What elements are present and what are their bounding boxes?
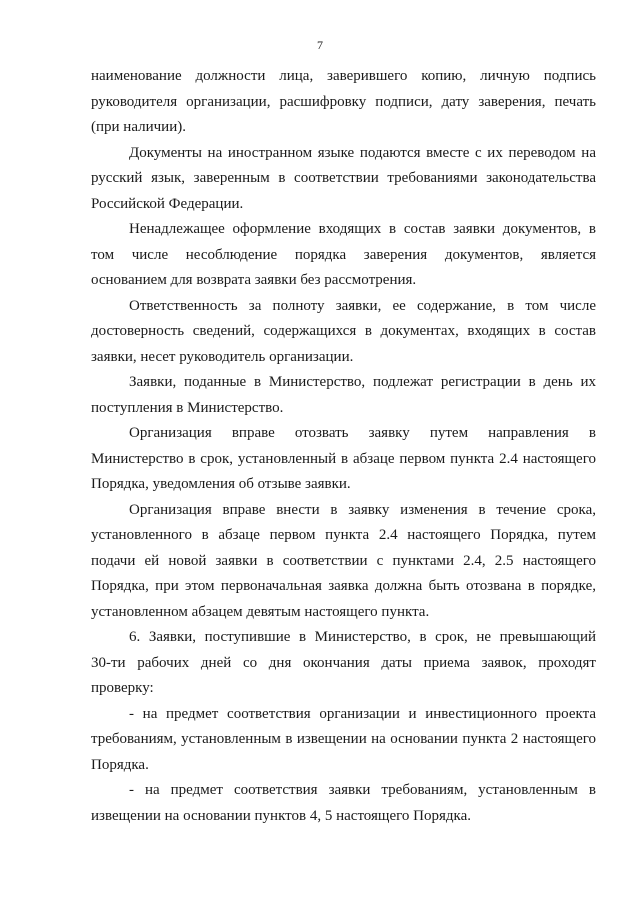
text-line: Ответственность за полноту заявки, ее содержание, в том числе [129,297,596,314]
paragraph [91,498,596,626]
document-body [91,64,596,829]
text-line: извещении на основании пунктов 4, 5 настоящего Порядка. [91,807,471,824]
paragraph [91,141,596,218]
text-line: Порядка. [91,756,149,773]
paragraph [91,702,596,779]
text-line: Документы на иностранном языке подаются вместе с их переводом на [129,144,596,161]
text-line: поступления в Министерство. [91,399,284,416]
text-line: Ненадлежащее оформление входящих в состав заявки документов, в [129,221,596,237]
text-line: - на предмет соответствия организации и инвестиционного проекта [129,705,596,722]
text-line: установленного в абзаце первом пункта 2.4 настоящего Порядка, путем [91,527,596,543]
paragraph [91,294,596,371]
text-line: заявки, несет руководитель организации. [91,348,354,365]
text-line: установленном абзацем девятым настоящего пункта. [91,603,430,620]
text-line: основанием для возврата заявки без рассмотрения. [91,272,417,288]
text-line: Заявки, поданные в Министерство, подлежат регистрации в день их [129,374,596,390]
text-line: требованиям, установленным в извещении на основании пункта 2 настоящего [91,731,596,747]
text-line: Российской Федерации. [91,195,244,212]
text-line: Организация вправе отозвать заявку путем направления в [129,425,596,441]
text-line: (при наличии). [91,119,186,135]
text-line: 30-ти рабочих дней со дня окончания даты приема заявок, проходят [91,654,596,671]
paragraph [91,778,596,829]
paragraph [91,625,596,702]
page-number: 7 [317,38,323,52]
paragraph [91,217,596,294]
text-line: - на предмет соответствия заявки требованиям, установленным в [129,782,596,798]
text-line: русский язык, заверенным в соответствии требованиями законодательства [91,170,596,186]
text-line: проверку: [91,680,154,696]
text-line: 6. Заявки, поступившие в Министерство, в срок, не превышающий [129,629,596,645]
text-line: Организация вправе внести в заявку изменения в течение срока, [129,501,596,518]
text-line: том числе несоблюдение порядка заверения документов, является [91,246,596,263]
paragraph [91,64,596,141]
text-line: Порядка, уведомления об отзыве заявки. [91,476,351,492]
paragraph [91,370,596,421]
text-line: Порядка, при этом первоначальная заявка должна быть отозвана в порядке, [91,578,596,594]
text-line: наименование должности лица, заверившего копию, личную подпись [91,68,596,84]
paragraph [91,421,596,498]
text-line: подачи ей новой заявки в соответствии с пунктами 2.4, 2.5 настоящего [91,552,596,569]
text-line: Министерство в срок, установленный в абзаце первом пункта 2.4 настоящего [91,450,596,467]
text-line: руководителя организации, расшифровку подписи, дату заверения, печать [91,93,596,110]
text-line: достоверность сведений, содержащихся в документах, входящих в состав [91,323,596,339]
